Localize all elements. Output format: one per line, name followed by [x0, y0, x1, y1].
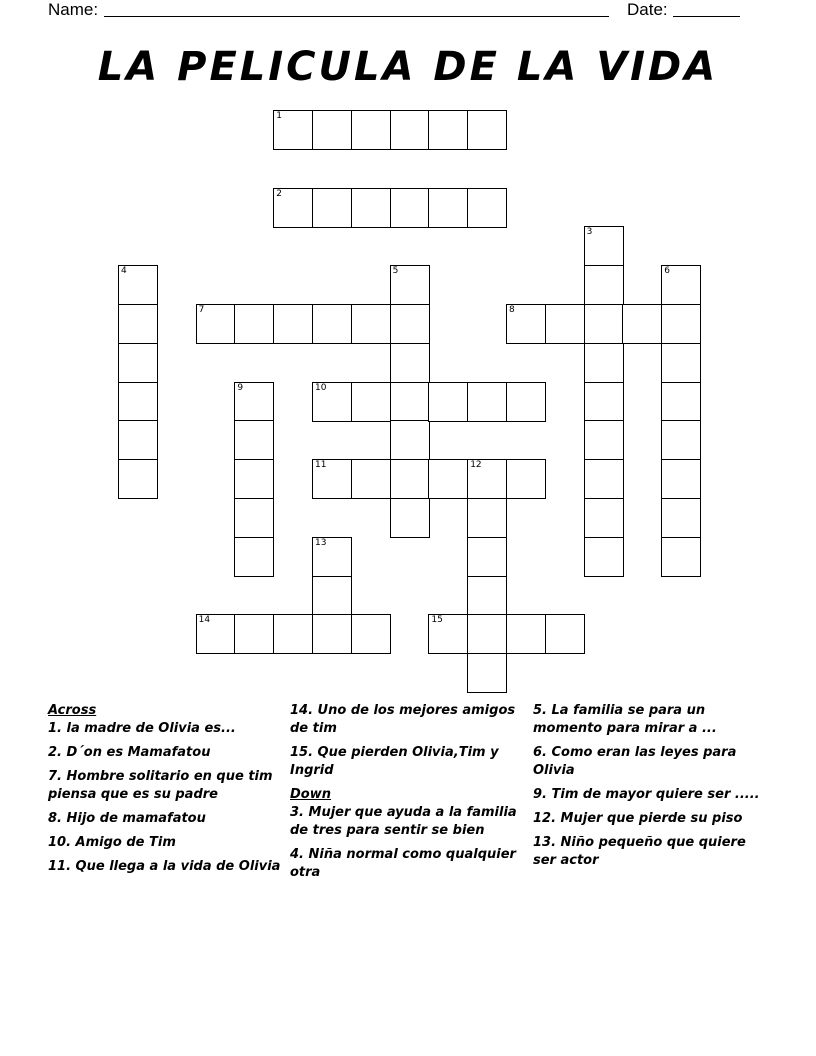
crossword-cell[interactable]	[118, 265, 158, 305]
clues-column-2	[290, 702, 525, 888]
clue-down-3: 3. Mujer que ayuda a la familia de tres para sentir se bien	[290, 805, 517, 838]
crossword-cell[interactable]	[506, 614, 546, 654]
crossword-cell[interactable]	[273, 188, 313, 228]
crossword-cell[interactable]	[661, 459, 701, 499]
crossword-cell[interactable]	[467, 459, 507, 499]
crossword-cell[interactable]	[273, 304, 313, 344]
clue-number: 8	[509, 305, 515, 315]
page-title: LA PELICULA DE LA VIDA	[97, 44, 719, 90]
crossword-cell[interactable]	[661, 420, 701, 460]
crossword-cell[interactable]	[312, 110, 352, 150]
crossword-cell[interactable]	[390, 304, 430, 344]
crossword-cell[interactable]	[584, 226, 624, 266]
clue-across-15: 15. Que pierden Olivia,Tim y Ingrid	[290, 745, 499, 778]
crossword-cell[interactable]	[584, 537, 624, 577]
clue-across-2: 2. D´on es Mamafatou	[48, 745, 211, 760]
crossword-cell[interactable]	[467, 382, 507, 422]
crossword-cell[interactable]	[273, 110, 313, 150]
crossword-cell[interactable]	[545, 304, 585, 344]
crossword-cell[interactable]	[622, 304, 662, 344]
clue-down-5: 5. La familia se para un momento para mirar a ...	[533, 703, 717, 736]
crossword-cell[interactable]	[428, 110, 468, 150]
crossword-cell[interactable]	[584, 382, 624, 422]
crossword-cell[interactable]	[661, 537, 701, 577]
clue-down-9: 9. Tim de mayor quiere ser .....	[533, 787, 760, 802]
crossword-cell[interactable]	[584, 304, 624, 344]
crossword-cell[interactable]	[467, 614, 507, 654]
clue-number: 5	[392, 266, 399, 277]
crossword-cell[interactable]	[467, 576, 507, 616]
clue-across-14: 14. Uno de los mejores amigos de tim	[290, 703, 516, 736]
clue-number: 12	[470, 460, 482, 471]
crossword-cell[interactable]	[584, 265, 624, 305]
crossword-cell[interactable]	[467, 110, 507, 150]
crossword-cell[interactable]	[506, 304, 546, 344]
clue-number: 13	[315, 537, 327, 548]
crossword-cell[interactable]	[351, 188, 391, 228]
clue-across-1: 1. la madre de Olivia es...	[48, 721, 236, 736]
crossword-cell[interactable]	[351, 614, 391, 654]
clue-number: 15	[431, 615, 443, 626]
crossword-cell[interactable]	[234, 537, 274, 577]
crossword-cell[interactable]	[234, 459, 274, 499]
clue-number: 7	[198, 305, 205, 315]
crossword-cell[interactable]	[351, 382, 391, 422]
crossword-cell[interactable]	[390, 459, 430, 499]
crossword-cell[interactable]	[312, 576, 352, 616]
crossword-cell[interactable]	[661, 382, 701, 422]
crossword-cell[interactable]	[584, 420, 624, 460]
crossword-cell[interactable]	[390, 265, 430, 305]
crossword-cell[interactable]	[234, 382, 274, 422]
down-heading: Down	[290, 787, 331, 802]
crossword-cell[interactable]	[312, 188, 352, 228]
crossword-cell[interactable]	[118, 304, 158, 344]
crossword-cell[interactable]	[428, 614, 468, 654]
crossword-cell[interactable]	[428, 188, 468, 228]
clue-number: 3	[586, 227, 593, 238]
clue-number: 9	[237, 382, 244, 393]
crossword-cell[interactable]	[234, 304, 274, 344]
crossword-cell[interactable]	[390, 420, 430, 460]
clue-number: 4	[121, 266, 127, 277]
crossword-cell[interactable]	[467, 498, 507, 538]
clue-number: 2	[276, 188, 282, 199]
crossword-cell[interactable]	[390, 110, 430, 150]
crossword-cell[interactable]	[351, 304, 391, 344]
crossword-cell[interactable]	[467, 653, 507, 693]
clue-number: 11	[315, 460, 327, 471]
crossword-cell[interactable]	[506, 459, 546, 499]
clue-number: 1	[276, 111, 282, 121]
clues-column-3	[533, 702, 768, 876]
crossword-cell[interactable]	[234, 498, 274, 538]
clue-number: 14	[198, 615, 211, 626]
clues-column-1	[48, 702, 283, 882]
clue-down-12: 12. Mujer que pierde su piso	[533, 811, 743, 826]
crossword-cell[interactable]	[118, 420, 158, 460]
crossword-cell[interactable]	[312, 537, 352, 577]
crossword-cell[interactable]	[312, 614, 352, 654]
crossword-cell[interactable]	[428, 459, 468, 499]
crossword-cell[interactable]	[118, 382, 158, 422]
crossword-cell[interactable]	[390, 343, 430, 383]
clue-number: 6	[664, 266, 670, 277]
crossword-cell[interactable]	[661, 265, 701, 305]
clue-across-8: 8. Hijo de mamafatou	[48, 811, 206, 826]
crossword-cell[interactable]	[661, 304, 701, 344]
crossword-cell[interactable]	[661, 343, 701, 383]
clue-across-10: 10. Amigo de Tim	[48, 835, 176, 850]
clue-down-13: 13. Niño pequeño que quiere ser actor	[533, 835, 746, 868]
name-label: Name:	[48, 0, 99, 19]
crossword-cell[interactable]	[661, 498, 701, 538]
crossword-cell[interactable]	[351, 459, 391, 499]
across-heading: Across	[48, 703, 97, 718]
clue-down-6: 6. Como eran las leyes para Olivia	[533, 745, 737, 778]
crossword-cell[interactable]	[312, 304, 352, 344]
crossword-cell[interactable]	[584, 459, 624, 499]
crossword-cell[interactable]	[390, 382, 430, 422]
crossword-cell[interactable]	[234, 420, 274, 460]
date-label: Date:	[627, 0, 668, 19]
crossword-cell[interactable]	[312, 459, 352, 499]
crossword-cell[interactable]	[545, 614, 585, 654]
crossword-cell[interactable]	[273, 614, 313, 654]
crossword-cell[interactable]	[390, 498, 430, 538]
clue-down-4: 4. Niña normal como qualquier otra	[290, 847, 516, 880]
crossword-cell[interactable]	[584, 498, 624, 538]
crossword-cell[interactable]	[584, 343, 624, 383]
clue-across-7: 7. Hombre solitario en que tim piensa que es su padre	[48, 769, 273, 802]
crossword-cell[interactable]	[351, 110, 391, 150]
crossword-cell[interactable]	[196, 614, 236, 654]
clue-number: 10	[315, 382, 327, 393]
crossword-cell[interactable]	[196, 304, 236, 344]
crossword-cell[interactable]	[118, 459, 158, 499]
crossword-cell[interactable]	[428, 382, 468, 422]
crossword-cell[interactable]	[467, 537, 507, 577]
crossword-cell[interactable]	[506, 382, 546, 422]
crossword-cell[interactable]	[234, 614, 274, 654]
crossword-cell[interactable]	[118, 343, 158, 383]
clue-across-11: 11. Que llega a la vida de Olivia	[48, 859, 281, 874]
crossword-cell[interactable]	[390, 188, 430, 228]
crossword-cell[interactable]	[312, 382, 352, 422]
crossword-cell[interactable]	[467, 188, 507, 228]
